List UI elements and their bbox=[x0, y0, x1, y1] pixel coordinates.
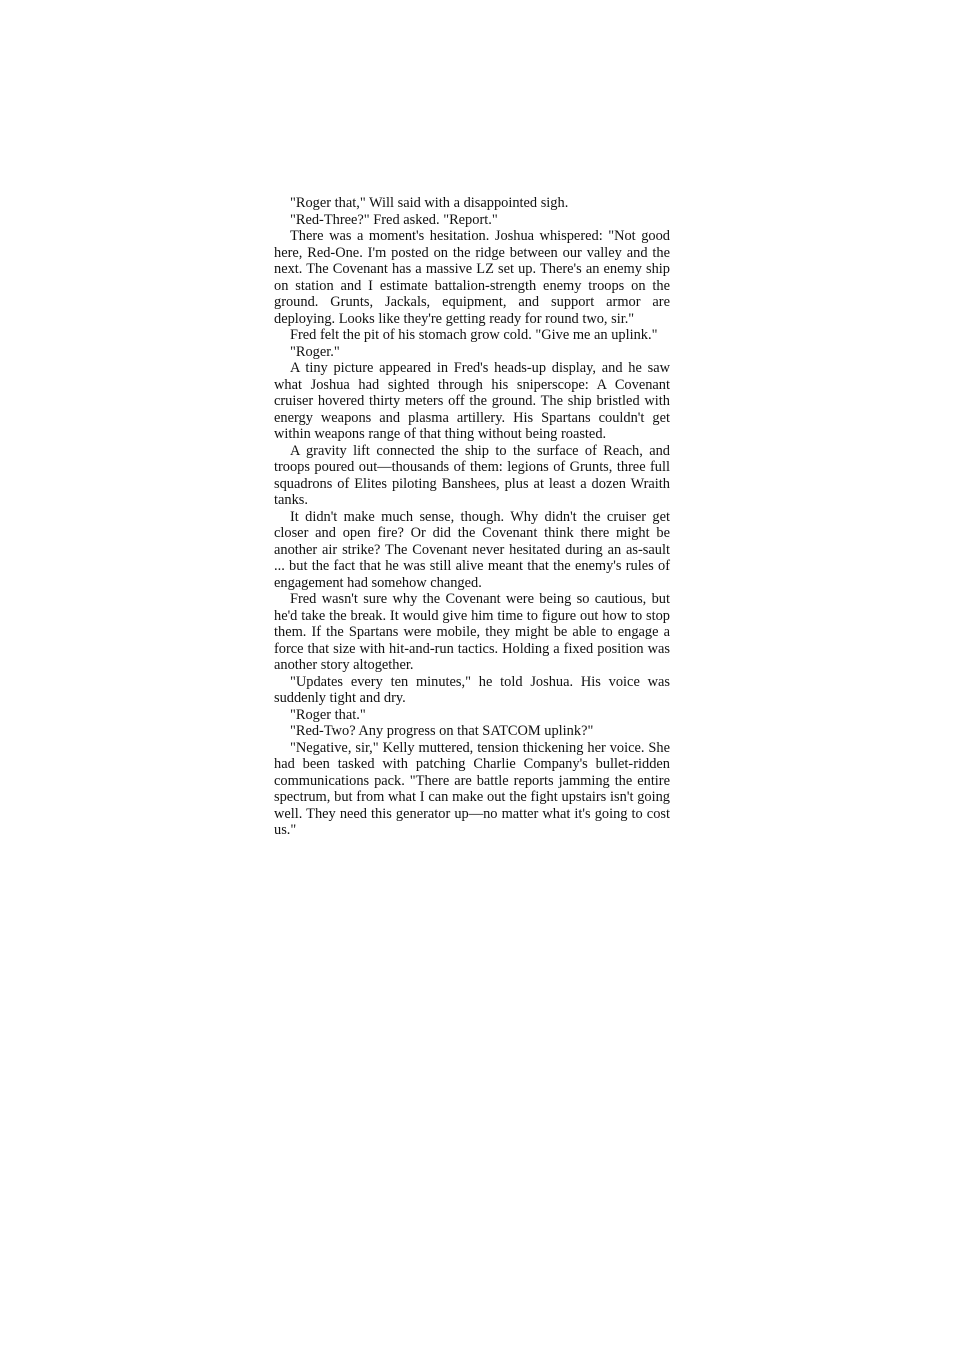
paragraph-9: Fred wasn't sure why the Covenant were being so cautious, but he'd take the break. It would give him time to figure out how to stop them. If the Spartans were mobile, they might be able to engage a force that size with hit-and-run tactics. Holding a fixed position was another story altogether. bbox=[274, 591, 670, 673]
paragraph-7: A gravity lift connected the ship to the surface of Reach, and troops poured out—thousands of them: legions of Grunts, three full squadrons of Elites piloting Banshees, plus at least a dozen Wraith tanks. bbox=[274, 442, 670, 508]
paragraph-3: There was a moment's hesitation. Joshua whispered: "Not good here, Red-One. I'm posted on the ridge between our valley and the next. The Covenant has a massive LZ set up. There's an enemy ship on station and I estimate battalion-strength enemy troops on the ground. Grunts, Jackals, equipment, and support armor are deploying. Looks like they're getting ready for round two, sir." bbox=[274, 228, 670, 327]
paragraph-1: "Roger that," Will said with a disappointed sigh. bbox=[290, 195, 569, 211]
body-text bbox=[274, 195, 670, 839]
paragraph-5: "Roger." bbox=[290, 343, 340, 360]
paragraph-13: "Negative, sir," Kelly muttered, tension thickening her voice. She had been tasked with patching Charlie Company's bullet-ridden communications pack. "There are battle reports jamming the entire spectrum, but from what I can make out the fight upstairs isn't going well. They need this generator up—no matter what it's going to cost us." bbox=[274, 739, 670, 838]
paragraph-10: "Updates every ten minutes," he told Joshua. His voice was suddenly tight and dry. bbox=[274, 673, 670, 706]
paragraph-8: It didn't make much sense, though. Why didn't the cruiser get closer and open fire? Or did the Covenant think there might be another air strike? The Covenant never hesitated during an as-sault ... but the fact that he was still alive meant that the enemy's rules of engagement had somehow changed. bbox=[274, 508, 670, 591]
paragraph-4: Fred felt the pit of his stomach grow cold. "Give me an uplink." bbox=[290, 327, 658, 343]
paragraph-11: "Roger that." bbox=[290, 706, 366, 723]
paragraph-2: "Red-Three?" Fred asked. "Report." bbox=[290, 211, 498, 228]
paragraph-12: "Red-Two? Any progress on that SATCOM uplink?" bbox=[290, 723, 594, 739]
paragraph-6: A tiny picture appeared in Fred's heads-up display, and he saw what Joshua had sighted through his sniperscope: A Covenant cruiser hovered thirty meters off the ground. The ship bristled with energy weapons and plasma artillery. His Spartans couldn't get within weapons range of that thing without being roasted. bbox=[274, 360, 670, 442]
